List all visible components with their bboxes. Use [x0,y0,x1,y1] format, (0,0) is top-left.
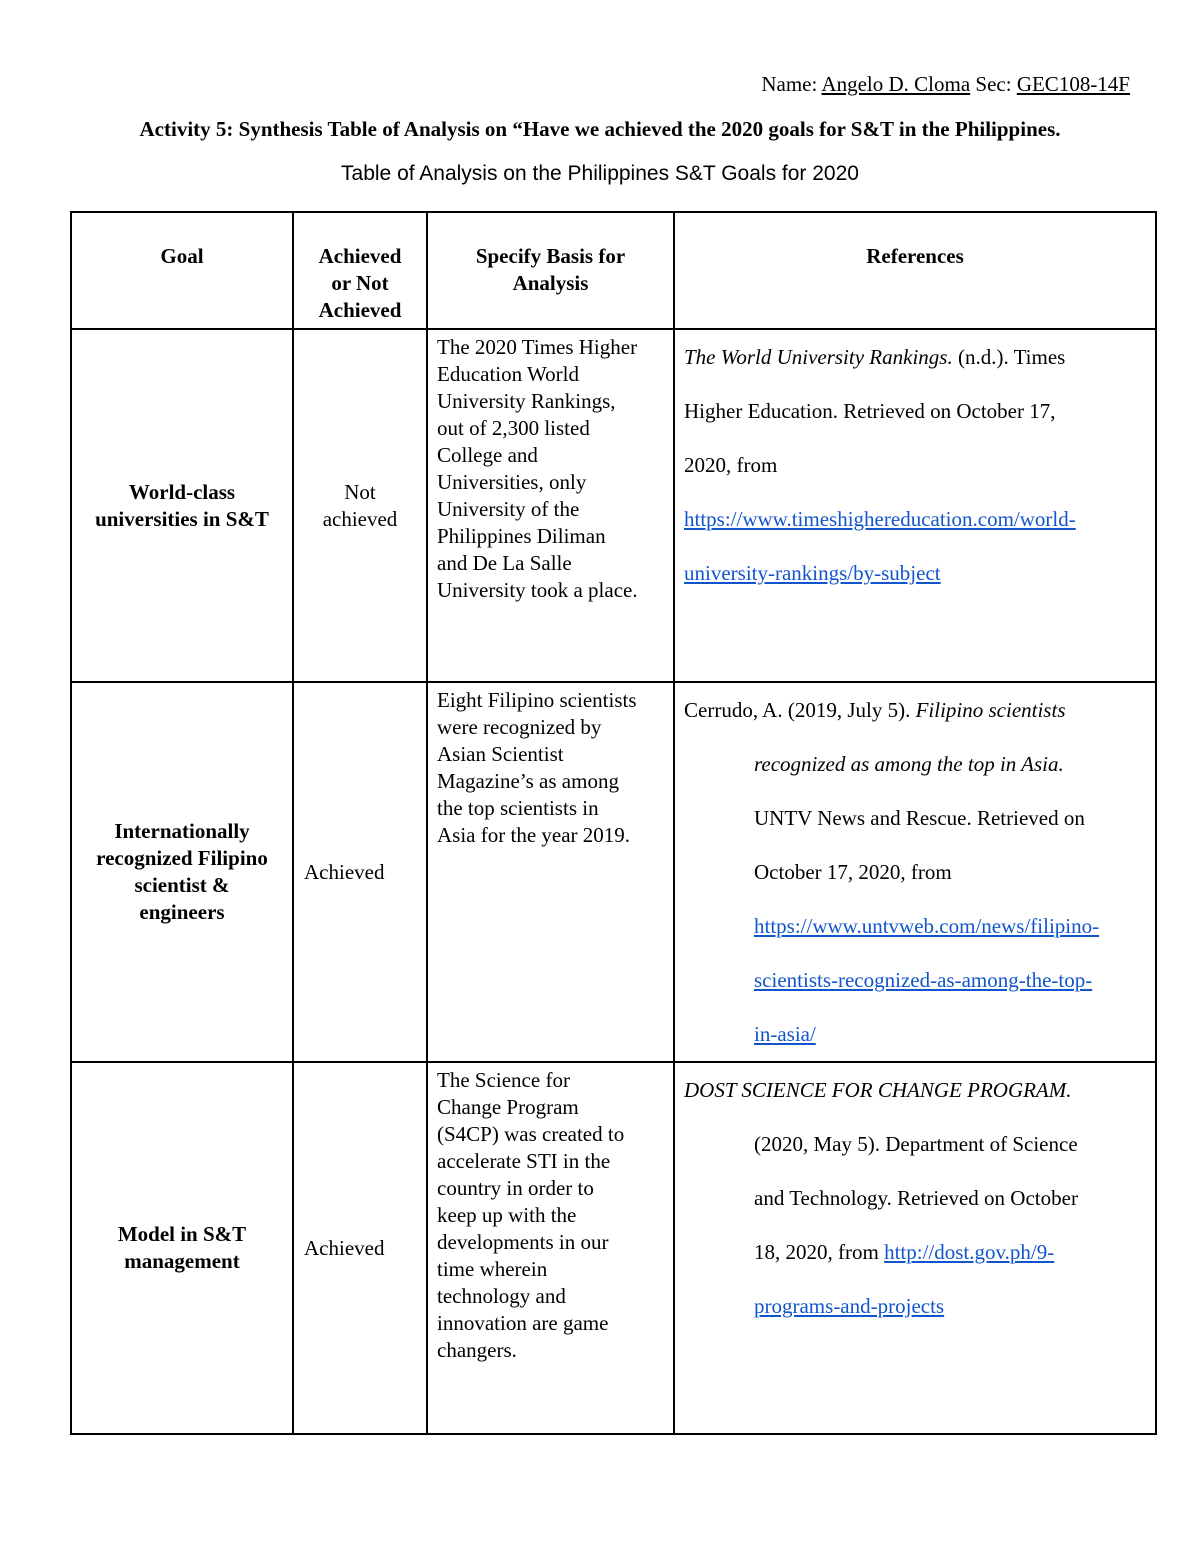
student-name: Angelo D. Cloma [821,72,971,96]
goal-cell: Internationally recognized Filipino scientist & engineers [71,682,293,1062]
reference-title: DOST SCIENCE FOR CHANGE PROGRAM. [684,1078,1072,1102]
student-name-line [761,72,1130,97]
reference-link[interactable]: university-rankings/by-subject [684,561,941,585]
header-row [71,212,1156,329]
analysis-table [70,211,1157,1435]
table-row [71,1062,1156,1434]
table-row [71,329,1156,682]
table-caption: Table of Analysis on the Philippines S&T Goals for 2020 [341,162,859,185]
reference-cell: DOST SCIENCE FOR CHANGE PROGRAM. (2020, May 5). Department of Science and Technology. Retrieved on October 18, 2020, from http://dost.gov.ph/9- programs-and-projects [674,1062,1156,1434]
status-cell: Achieved [293,1062,427,1434]
name-label: Name: [761,72,822,96]
reference-link[interactable]: http://dost.gov.ph/9- [884,1240,1055,1264]
section-code: GEC108-14F [1016,72,1130,96]
basis-cell: The 2020 Times Higher Education World University Rankings, out of 2,300 listed College and Universities, only University of the Philippines Diliman and De La Salle University took a place. [427,329,674,682]
column-header-references: References [674,212,1156,329]
status-cell: Not achieved [293,329,427,682]
basis-cell: The Science for Change Program (S4CP) was created to accelerate STI in the country in order to keep up with the developments in our time wherein technology and innovation are game changers. [427,1062,674,1434]
reference-link[interactable]: https://www.untvweb.com/news/filipino- [754,914,1100,938]
reference-title: Filipino scientists [915,698,1066,722]
reference-cell: The World University Rankings. (n.d.). Times Higher Education. Retrieved on October 17, 2020, from https://www.timeshighereducation.com/world- university-rankings/by-subject [674,329,1156,682]
activity-title: Activity 5: Synthesis Table of Analysis on “Have we achieved the 2020 goals for S&T in the Philippines. [139,117,1061,141]
basis-cell: Eight Filipino scientists were recognized by Asian Scientist Magazine’s as among the top scientists in Asia for the year 2019. [427,682,674,1062]
column-header-achieved: Achieved or Not Achieved [293,212,427,329]
column-header-goal: Goal [71,212,293,329]
reference-title: The World University Rankings. [684,345,953,369]
reference-link[interactable]: scientists-recognized-as-among-the-top- [754,968,1093,992]
reference-link[interactable]: https://www.timeshighereducation.com/world- [684,507,1076,531]
goal-cell: Model in S&T management [71,1062,293,1434]
goal-cell: World-class universities in S&T [71,329,293,682]
reference-link[interactable]: in-asia/ [754,1022,816,1046]
reference-cell: Cerrudo, A. (2019, July 5). Filipino scientists recognized as among the top in Asia. UNTV News and Rescue. Retrieved on October 17, 2020, from https://www.untvweb.com/news/filipino- scientists-recognized-as-among-the-top- in-asia/ [674,682,1156,1062]
column-header-basis: Specify Basis for Analysis [427,212,674,329]
section-label: Sec: [970,72,1017,96]
reference-link[interactable]: programs-and-projects [754,1294,945,1318]
table-row [71,682,1156,1062]
status-cell: Achieved [293,682,427,1062]
